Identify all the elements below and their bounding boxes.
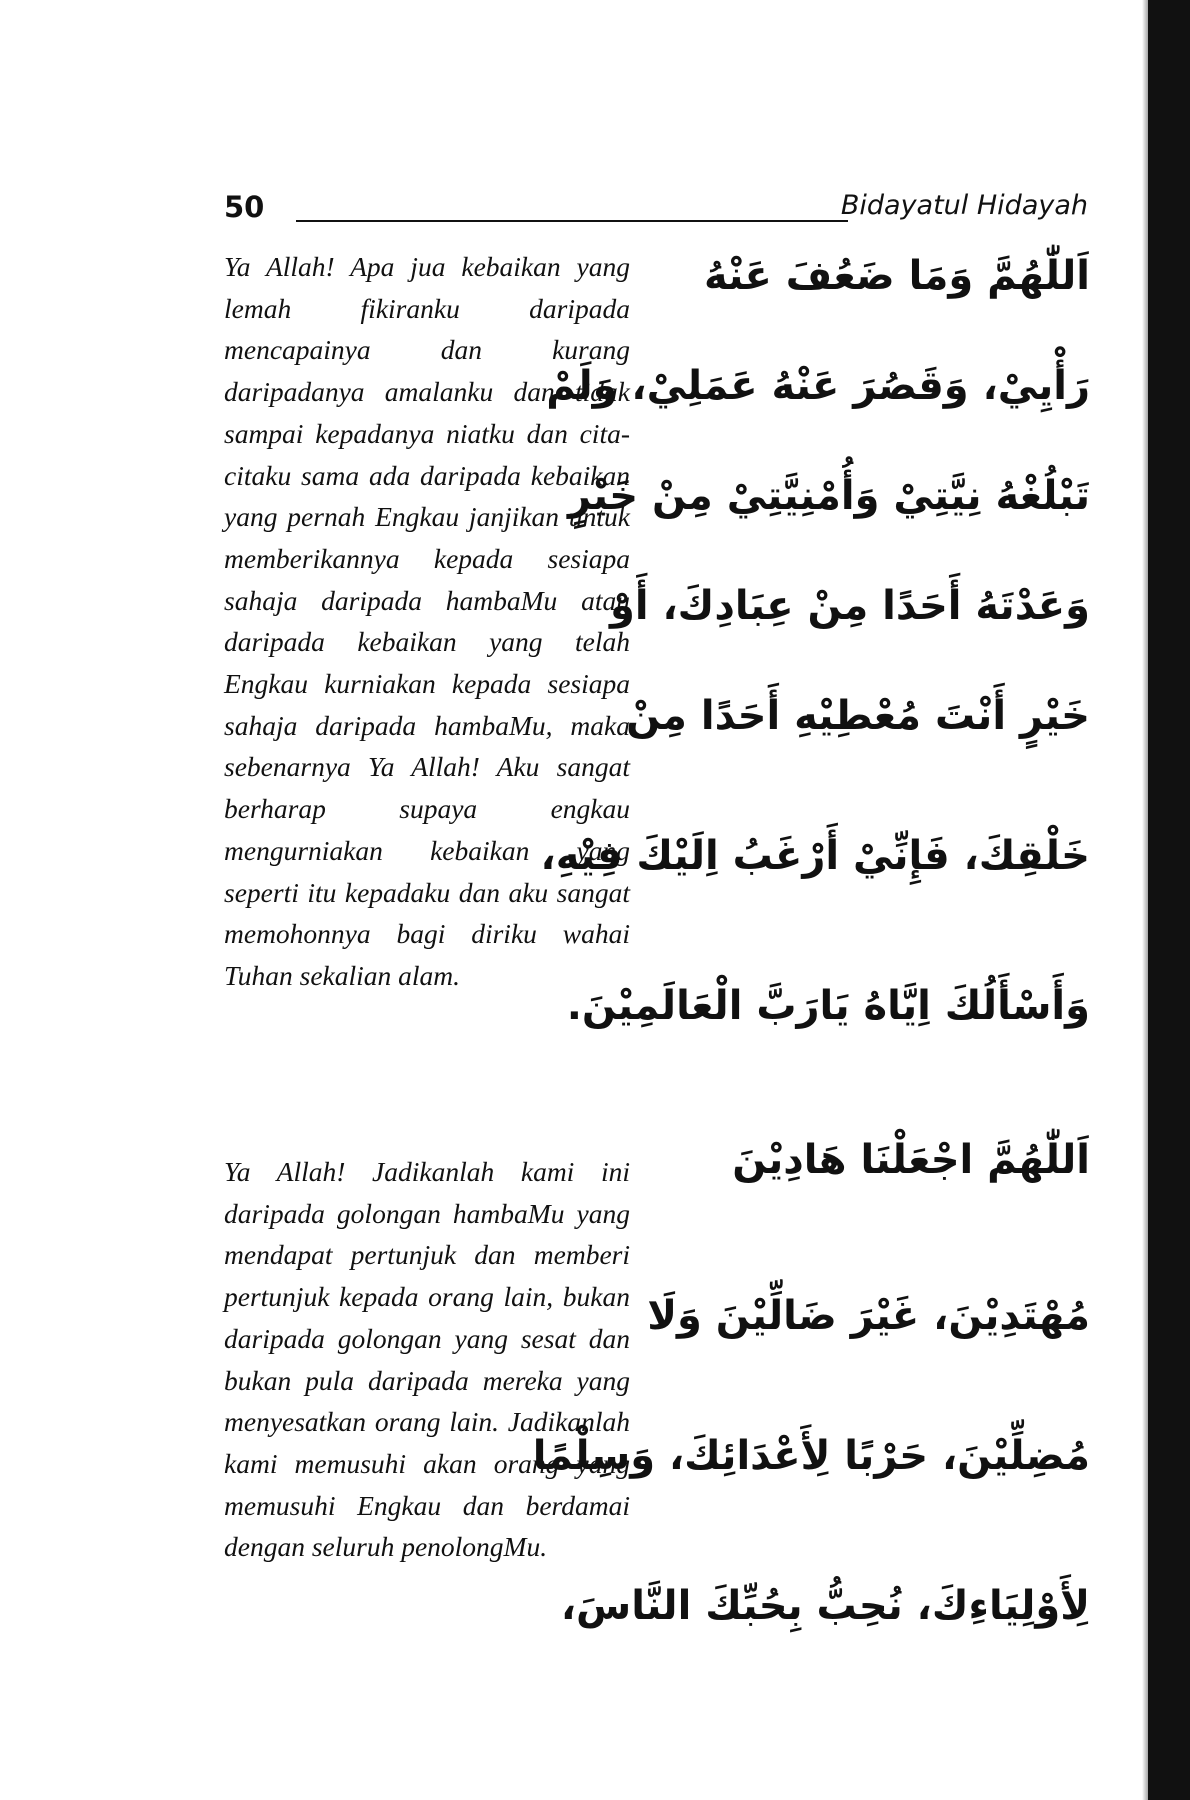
page-edge-shadow <box>1148 0 1190 1800</box>
translation-paragraph-2: Ya Allah! Jadikanlah kami ini daripada golongan hambaMu yang mendapat pertunjuk dan memberi pertunjuk kepada orang lain, bukan daripada golongan yang sesat dan bukan pula daripada mereka yang menyesatkan orang lain. Jadikanlah kami memusuhi akan orang yang memusuhi Engkau dan berdamai dengan seluruh penolongMu. <box>224 1156 630 1563</box>
arabic-line: خَلْقِكَ، فَإِنِّيْ أَرْغَبُ اِلَيْكَ فِيْهِ، <box>540 833 1090 879</box>
arabic-line: اَللّٰهُمَّ وَمَا ضَعُفَ عَنْهُ <box>703 253 1090 299</box>
page-number: 50 <box>224 190 265 224</box>
arabic-line: خَيْرٍ أَنْتَ مُعْطِيْهِ أَحَدًا مِنْ <box>626 693 1090 739</box>
arabic-line: لِأَوْلِيَاءِكَ، نُحِبُّ بِحُبِّكَ النَّاسَ، <box>560 1583 1090 1629</box>
page-header <box>224 190 1088 230</box>
running-title: Bidayatul Hidayah <box>840 190 1088 221</box>
arabic-line: اَللّٰهُمَّ اجْعَلْنَا هَادِيْنَ <box>732 1137 1090 1183</box>
arabic-line: مُضِلِّيْنَ، حَرْبًا لِأَعْدَائِكَ، وَسِلْمًا <box>532 1433 1090 1479</box>
arabic-line: وَأَسْأَلُكَ اِيَّاهُ يَارَبَّ الْعَالَمِيْنَ. <box>566 983 1090 1029</box>
header-rule <box>296 220 848 222</box>
arabic-line: مُهْتَدِيْنَ، غَيْرَ ضَالِّيْنَ وَلَا <box>647 1293 1090 1339</box>
arabic-line: رَأْيِيْ، وَقَصُرَ عَنْهُ عَمَلِيْ، وَلَمْ <box>546 363 1090 409</box>
arabic-line: تَبْلُغْهُ نِيَّتِيْ وَأُمْنِيَّتِيْ مِنْ خَيْرٍ <box>568 473 1090 519</box>
arabic-line: وَعَدْتَهُ أَحَدًا مِنْ عِبَادِكَ، أَوْ <box>609 583 1090 629</box>
translation-paragraph-1: Ya Allah! Apa jua kebaikan yang lemah fikiranku daripada mencapainya dan kurang daripadanya amalanku dan tidak sampai kepadanya niatku dan cita-citaku sama ada daripada kebaikan yang pernah Engkau janjikan untuk memberikannya kepada sesiapa sahaja daripada hambaMu atau daripada kebaikan yang telah Engkau kurniakan kepada sesiapa sahaja daripada hambaMu, maka sebenarnya Ya Allah! Aku sangat berharap supaya engkau mengurniakan kebaikan yang seperti itu kepadaku dan aku sangat memohonnya bagi diriku wahai Tuhan sekalian alam. <box>224 251 630 991</box>
